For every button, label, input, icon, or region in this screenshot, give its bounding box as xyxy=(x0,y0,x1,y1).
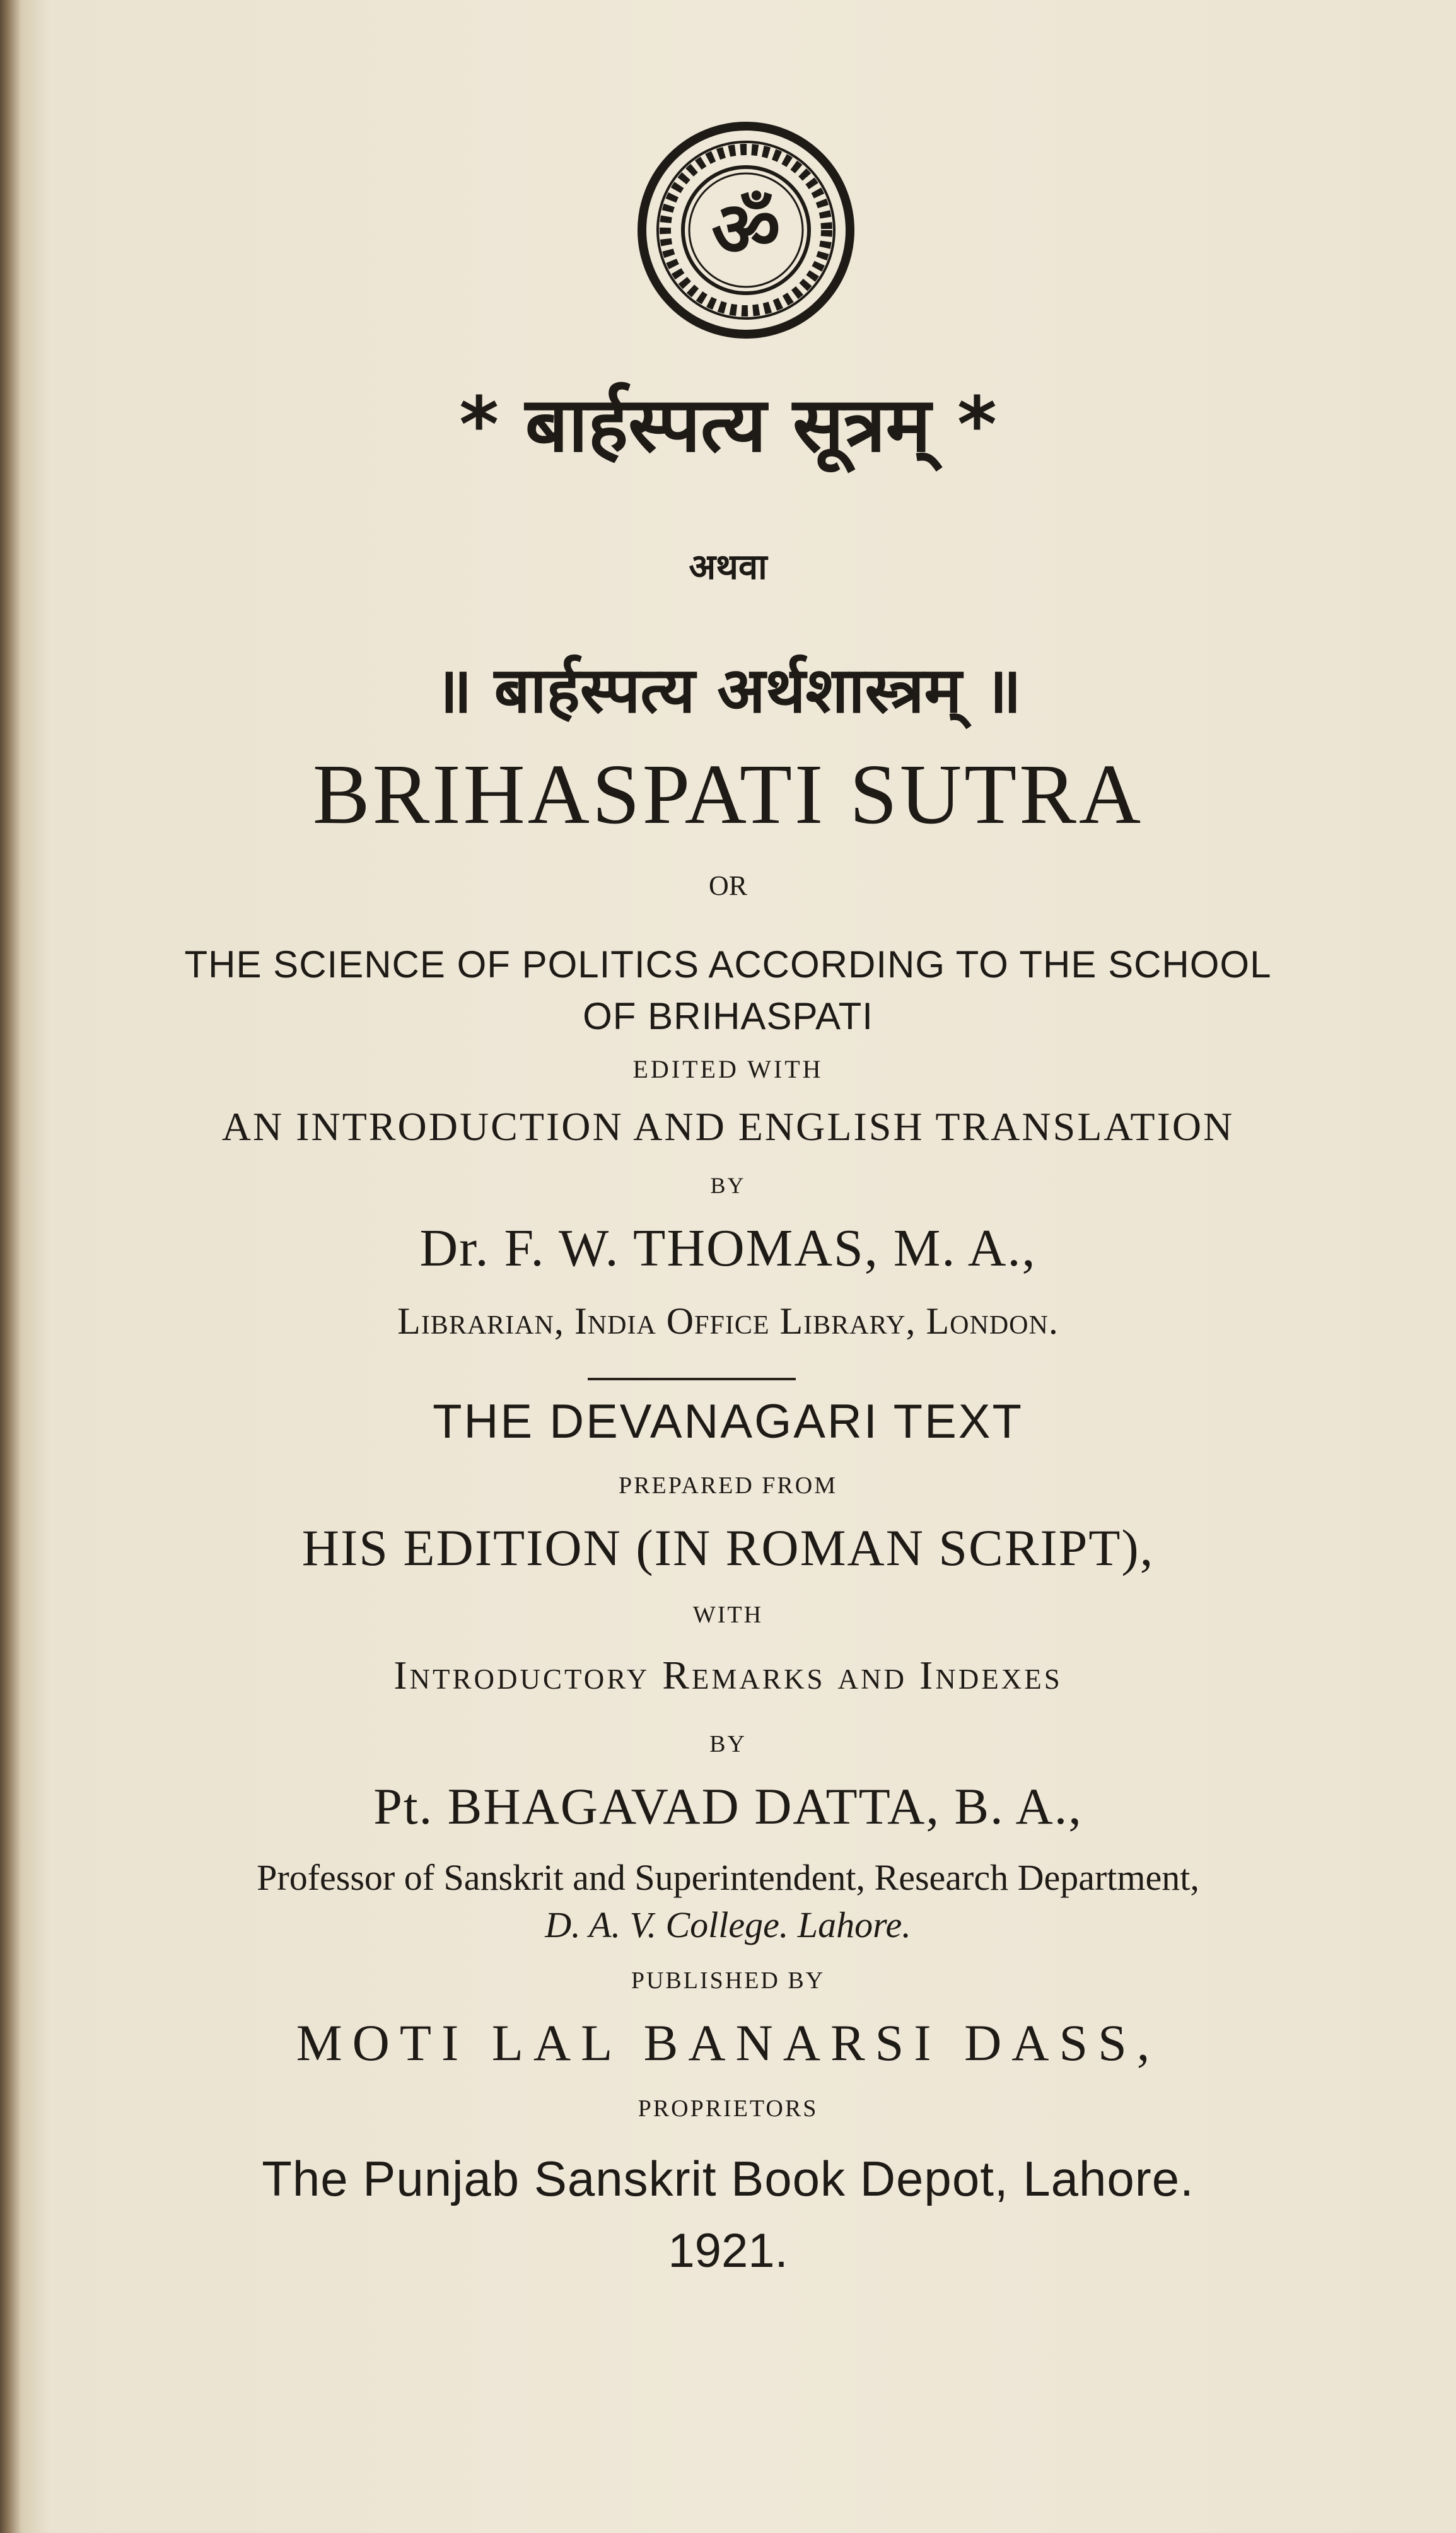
depot-address: The Punjab Sanskrit Book Depot, Lahore. xyxy=(262,2151,1194,2206)
om-medallion-icon xyxy=(636,120,856,341)
with-label: WITH xyxy=(692,1602,764,1628)
editor-name: Dr. F. W. THOMAS, M. A., xyxy=(419,1219,1037,1278)
second-role-line-1: Professor of Sanskrit and Superintendent, Research Department, xyxy=(257,1857,1199,1898)
publication-year: 1921. xyxy=(668,2224,788,2278)
his-edition: HIS EDITION (IN ROMAN SCRIPT), xyxy=(301,1519,1155,1576)
editor-role: Librarian, India Office Library, London. xyxy=(397,1300,1059,1342)
devanagari-text-heading: THE DEVANAGARI TEXT xyxy=(433,1395,1023,1448)
prepared-from: PREPARED FROM xyxy=(619,1472,837,1499)
published-by: PUBLISHED BY xyxy=(631,1967,825,1994)
subtitle-line-1: THE SCIENCE OF POLITICS ACCORDING TO THE SCHOOL xyxy=(184,943,1272,986)
publisher-name: MOTI LAL BANARSI DASS, xyxy=(296,2014,1160,2071)
intro-remarks: Introductory Remarks and Indexes xyxy=(393,1653,1063,1697)
or-label: OR xyxy=(708,870,748,901)
by-label-1: BY xyxy=(710,1173,746,1198)
second-role-line-2: D. A. V. College. Lahore. xyxy=(545,1904,911,1945)
intro-translation: AN INTRODUCTION AND ENGLISH TRANSLATION xyxy=(221,1104,1235,1149)
main-title: BRIHASPATI SUTRA xyxy=(312,747,1144,842)
proprietors-label: PROPRIETORS xyxy=(638,2095,818,2122)
sanskrit-title: * बार्हस्पत्य सूत्रम् * xyxy=(459,381,997,469)
sanskrit-athava: अथवा xyxy=(689,547,767,588)
edited-with: EDITED WITH xyxy=(632,1055,824,1083)
second-editor: Pt. BHAGAVAD DATTA, B. A., xyxy=(373,1778,1083,1835)
by-label-2: BY xyxy=(709,1731,747,1757)
subtitle-line-2: OF BRIHASPATI xyxy=(583,995,873,1037)
sanskrit-subtitle: ॥ बार्हस्पत्य अर्थशास्त्रम् ॥ xyxy=(434,653,1022,727)
divider-rule xyxy=(588,1378,796,1380)
svg-text:ॐ: ॐ xyxy=(711,186,781,274)
